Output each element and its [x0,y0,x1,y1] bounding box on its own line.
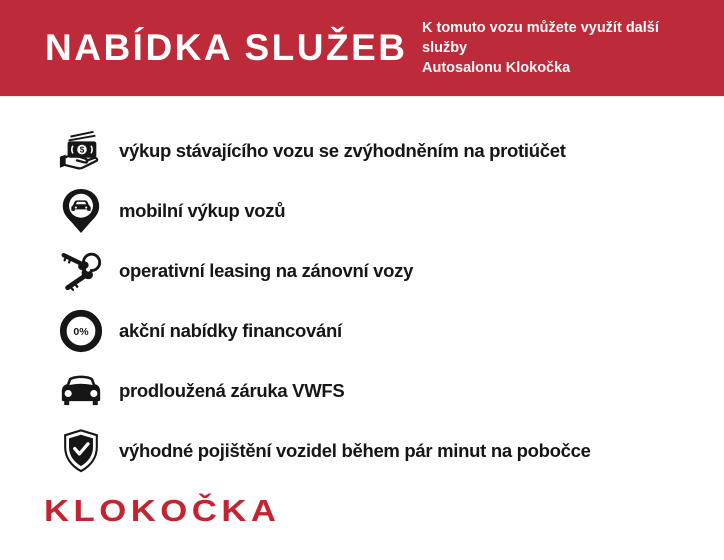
header-subtitle-line2: Autosalonu Klokočka [422,60,571,76]
shield-check-icon [56,426,106,476]
svg-text:$: $ [79,145,85,155]
service-label: výhodné pojištění vozidel během pár minut na pobočce [119,440,591,461]
services-list [56,121,700,481]
service-label: prodloužená záruka VWFS [119,380,345,401]
service-label: mobilní výkup vozů [119,200,286,221]
cash-in-hand-icon [56,126,106,176]
service-label: operativní leasing na zánovní vozy [119,260,414,281]
car-location-pin-icon [56,186,106,236]
header-subtitle [422,18,700,78]
service-row [56,181,700,241]
service-row [56,241,700,301]
page-title: NABÍDKA SLUŽEB [45,27,408,68]
zero-percent-icon [56,306,106,356]
service-label: akční nabídky financování [119,320,342,341]
car-front-icon [56,366,106,416]
klokocka-logo: KLOKOČKA [44,493,281,528]
service-row [56,361,700,421]
car-keys-icon [56,246,106,296]
svg-text:0%: 0% [73,325,89,338]
service-label: výkup stávajícího vozu se zvýhodněním na protiúčet [119,140,566,161]
service-row [56,121,700,181]
header-banner [0,0,724,96]
service-row [56,421,700,481]
header-subtitle-line1: K tomuto vozu můžete využít další služby [422,20,659,56]
service-row [56,301,700,361]
